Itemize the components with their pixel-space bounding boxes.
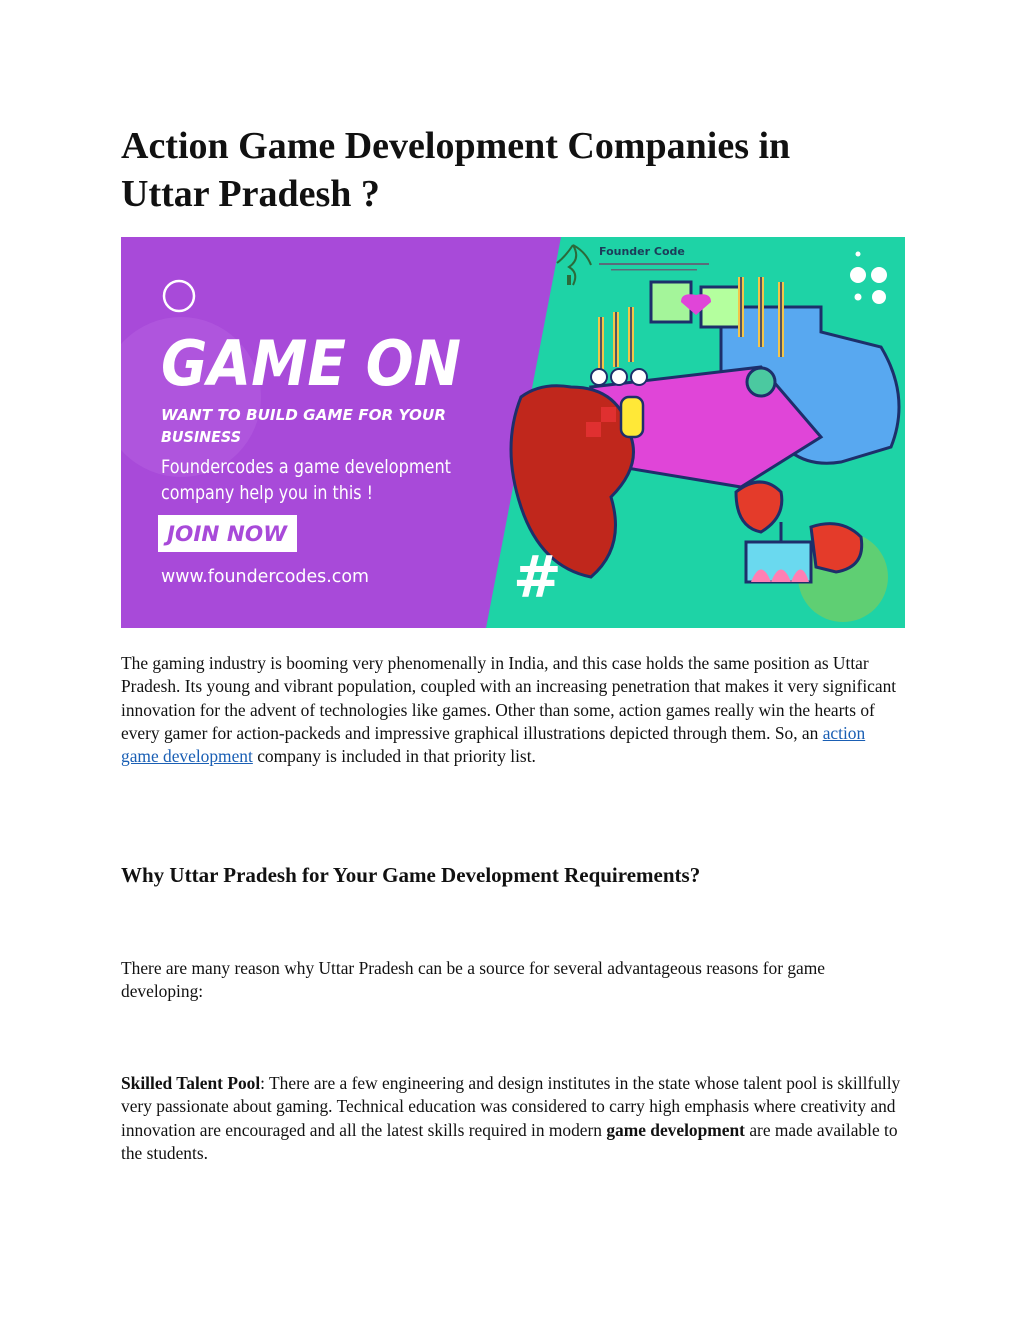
hash-icon: # bbox=[513, 543, 562, 611]
logo-text: Founder Code bbox=[599, 245, 685, 258]
intro-text: The gaming industry is booming very phenomenally in India, and this case holds the same position as Uttar Pradesh. Its young and vibrant population, coupled with an increasing penetration that makes it very significant innovation for the advent of technologies like games. Other than some, action games really win the hearts of every gamer for action-packeds and impressive graphical illustrations depicted through them. So, an bbox=[121, 653, 897, 743]
banner-dot bbox=[871, 267, 887, 283]
title-line-1: Action Game Development Companies in bbox=[121, 125, 791, 167]
banner-body-2: company help you in this ! bbox=[161, 482, 373, 504]
intro-paragraph bbox=[121, 652, 906, 768]
intro-text-end: company is included in that priority list. bbox=[252, 746, 536, 767]
banner-body-1: Foundercodes a game development bbox=[161, 456, 451, 478]
banner-subhead-2: BUSINESS bbox=[161, 428, 241, 446]
banner-dot bbox=[856, 252, 861, 257]
document-title bbox=[121, 122, 906, 218]
talent-paragraph bbox=[121, 1072, 906, 1165]
talent-text: : There are a few engineering and design institutes in the state whose talent pool is skillfully very passionate about gaming. Technical education was considered to carry high emphasis where creativity and innovation are encouraged and all the latest skills required in modern bbox=[121, 1073, 901, 1140]
banner-subhead-1: WANT TO BUILD GAME FOR YOUR bbox=[161, 406, 447, 424]
banner-dot bbox=[872, 290, 886, 304]
join-now-label: JOIN NOW bbox=[162, 522, 288, 546]
title-line-2: Uttar Pradesh ? bbox=[121, 173, 380, 215]
talent-bold-term: game development bbox=[606, 1119, 745, 1140]
banner-dot bbox=[850, 267, 866, 283]
reasons-intro-paragraph: There are many reason why Uttar Pradesh can be a source for several advantageous reasons for game developing: bbox=[121, 958, 826, 1002]
section-heading: Why Uttar Pradesh for Your Game Development Requirements? bbox=[121, 863, 701, 887]
banner-dot bbox=[855, 294, 862, 301]
talent-label: Skilled Talent Pool bbox=[121, 1073, 261, 1093]
banner-image bbox=[121, 237, 905, 628]
action-game-development-link[interactable]: action game development bbox=[121, 722, 866, 767]
talent-text-end: are made available to the students. bbox=[121, 1119, 898, 1163]
banner-headline: GAME ON bbox=[161, 327, 461, 400]
banner-url: www.foundercodes.com bbox=[161, 566, 369, 587]
